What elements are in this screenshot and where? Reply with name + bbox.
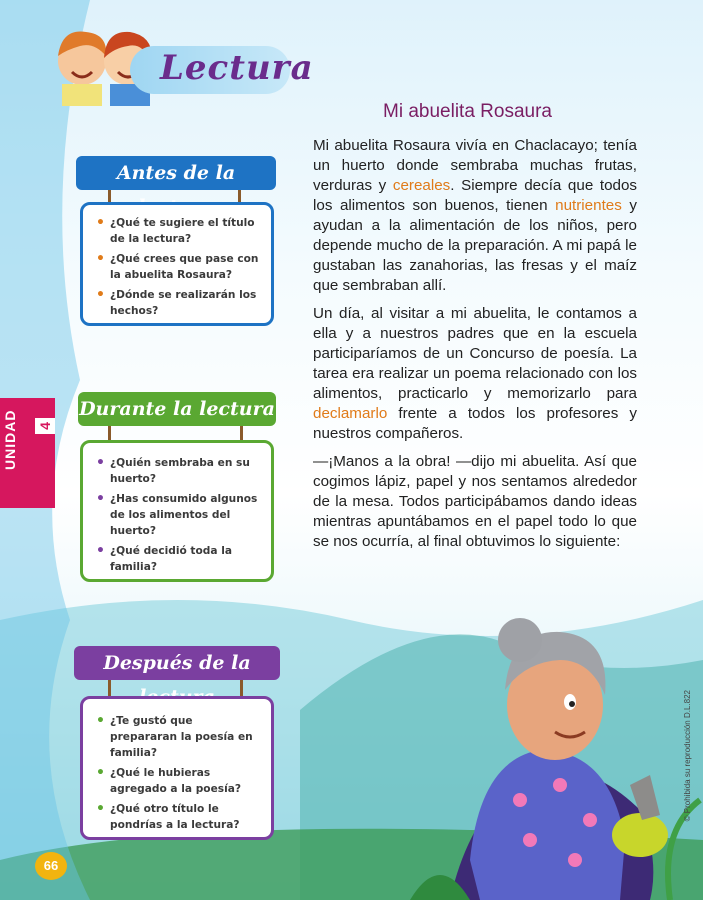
- grandmother-illustration-icon: [410, 610, 703, 900]
- highlight-word: nutrientes: [555, 197, 622, 214]
- reading-title: Mi abuelita Rosaura: [383, 101, 552, 122]
- during-reading-panel: [80, 440, 274, 582]
- paragraph-2: Un día, al visitar a mi abuelita, le contamos a ella y a nuestros padres que en la escuela participaríamos de un Concurso de poesía. La tarea era realizar un poema relacionado con los alimentos, practicarlo y memorizarlo para declamarlo frente a todos los profesores y nuestros compañeros.: [313, 305, 637, 442]
- highlight-word: declamarlo: [313, 405, 388, 422]
- unit-number: 4: [35, 418, 55, 434]
- copyright-notice: © Prohibida su reproducción D.L.822: [683, 690, 692, 822]
- after-reading-header: Después de la: [74, 646, 280, 680]
- list-item: • ¿Dónde se realizarán los hechos?: [96, 287, 257, 317]
- list-item: • ¿Qué te sugiere el título de la lectura?: [96, 215, 255, 245]
- before-reading-panel: [80, 202, 274, 326]
- reading-body: [313, 136, 637, 560]
- list-item: • ¿Qué otro título le pondrías a la lectura?: [96, 801, 240, 831]
- list-item: • ¿Te gustó que prepararan la poesía en familia?: [96, 713, 253, 759]
- list-item: • ¿Qué le hubieras agregado a la poesía?: [96, 765, 242, 795]
- during-reading-header: Durante la lectura: [78, 392, 276, 426]
- section-title: Lectura: [160, 48, 314, 88]
- highlight-word: cereales: [392, 177, 451, 194]
- list-item: • ¿Quién sembraba en su huerto?: [96, 455, 250, 485]
- paragraph-1: Mi abuelita Rosaura vivía en Chaclacayo; tenía un huerto donde sembraba muchas frutas, verduras y cereales. Siempre decía que todos los alimentos son buenos, tienen nutrientes y ayudan a la alimentación de los niños, pero depende mucho de la preparación. A mi papá le gustaban las zanahorias, las fresas y el maíz que sembraban allí.: [313, 137, 638, 294]
- list-item: • ¿Qué decidió toda la familia?: [96, 543, 232, 573]
- list-item: • ¿Qué crees que pase con la abuelita Rosaura?: [96, 251, 259, 281]
- list-item: • ¿Has consumido algunos de los alimentos del huerto?: [96, 491, 258, 537]
- after-reading-panel: [80, 696, 274, 840]
- unit-label: UNIDAD: [2, 409, 18, 470]
- page-number: 66: [35, 852, 67, 880]
- before-reading-header: Antes de la: [76, 156, 276, 190]
- paragraph-3: —¡Manos a la obra! —dijo mi abuelita. Así que cogimos lápiz, papel y nos sentamos alrededor de la mesa. Todos participábamos dando ideas mientras apuntábamos en el papel todo lo que se nos ocurría, al final obtuvimos lo siguiente:: [313, 453, 637, 550]
